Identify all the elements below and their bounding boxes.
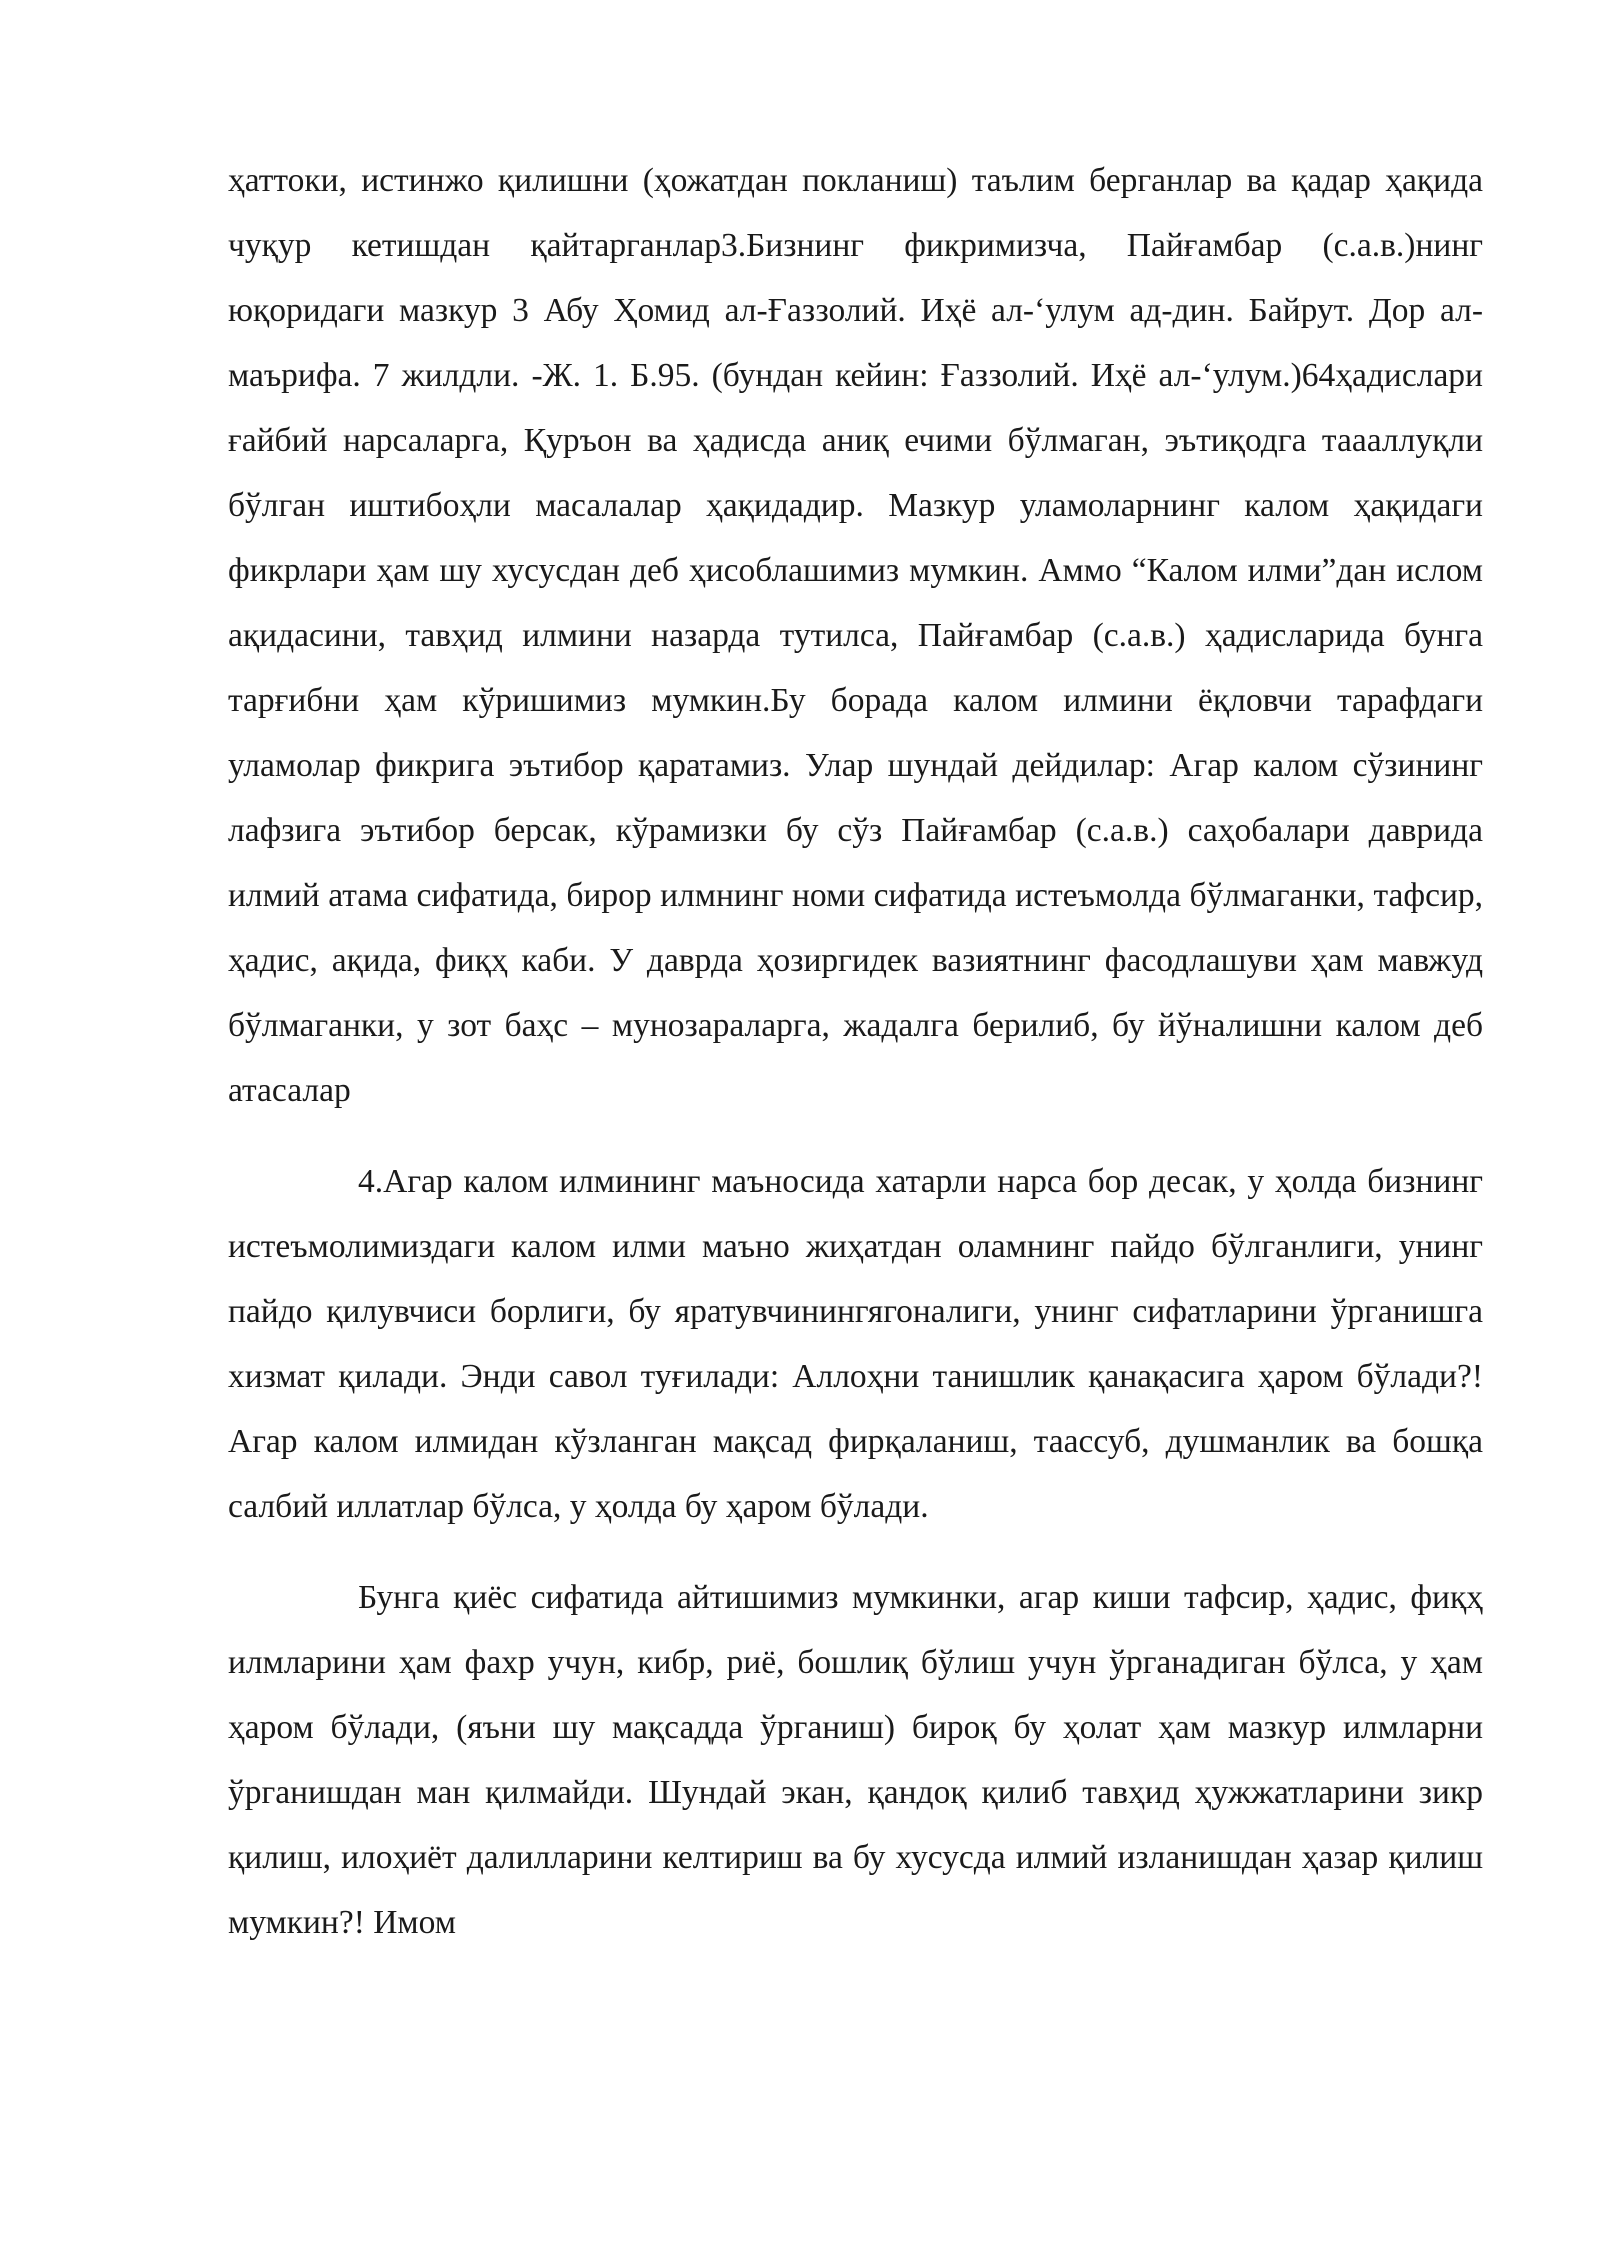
document-body bbox=[228, 148, 1483, 1955]
paragraph-2: 4.Агар калом илмининг маъносида хатарли нарса бор десак, у ҳолда бизнинг истеъмолимиздаги калом илми маъно жиҳатдан оламнинг пайдо бўлганлиги, унинг пайдо қилувчиси борлиги, бу яратувчинингягоналиги, унинг сифатларини ўрганишга хизмат қилади. Энди савол туғилади: Аллоҳни танишлик қанақасига ҳаром бўлади?!Агар калом илмидан кўзланган мақсад фирқаланиш, таассуб, душманлик ва бошқа салбий иллатлар бўлса, у ҳолда бу ҳаром бўлади. bbox=[228, 1163, 1483, 1525]
paragraph-1: ҳаттоки, истинжо қилишни (ҳожатдан покланиш) таълим берганлар ва қадар ҳақида чуқур кетишдан қайтарганлар3.Бизнинг фикримизча, Пайғамбар (с.а.в.)нинг юқоридаги мазкур 3 Абу Ҳомид ал-Ғаззолий. Иҳё ал-‘улум ад-дин. Байрут. Дор ал-маърифа. 7 жилдли. -Ж. 1. Б.95. (бундан кейин: Ғаззолий. Иҳё ал-‘улум.)64ҳадислари ғайбий нарсаларга, Қуръон ва ҳадисда аниқ ечими бўлмаган, эътиқодга таааллуқли бўлган иштибоҳли масалалар ҳақидадир. Мазкур уламоларнинг калом ҳақидаги фикрлари ҳам шу хусусдан деб ҳисоблашимиз мумкин. Аммо “Калом илми”дан ислом ақидасини, тавҳид илмини назарда тутилса, Пайғамбар (с.а.в.) ҳадисларида бунга тарғибни ҳам кўришимиз мумкин.Бу борада калом илмини ёқловчи тарафдаги уламолар фикрига эътибор қаратамиз. Улар шундай дейдилар: Агар калом сўзининг лафзига эътибор берсак, кўрамизки бу сўз Пайғамбар (с.а.в.) саҳобалари даврида илмий атама сифатида, бирор илмнинг номи сифатида истеъмолда бўлмаганки, тафсир, ҳадис, ақида, фиқҳ каби. У даврда ҳозиргидек вазиятнинг фасодлашуви ҳам мавжуд бўлмаганки, у зот баҳс – мунозараларга, жадалга берилиб, бу йўналишни калом деб атасалар bbox=[228, 162, 1483, 1109]
paragraph-3: Бунга қиёс сифатида айтишимиз мумкинки, агар киши тафсир, ҳадис, фиқҳ илмларини ҳам фахр учун, кибр, риё, бошлиқ бўлиш учун ўрганадиган бўлса, у ҳам ҳаром бўлади, (яъни шу мақсадда ўрганиш) бироқ бу ҳолат ҳам мазкур илмларни ўрганишдан ман қилмайди. Шундай экан, қандоқ қилиб тавҳид ҳужжатларини зикр қилиш, илоҳиёт далилларини келтириш ва бу хусусда илмий изланишдан ҳазар қилиш мумкин?! Имом bbox=[228, 1579, 1483, 1941]
